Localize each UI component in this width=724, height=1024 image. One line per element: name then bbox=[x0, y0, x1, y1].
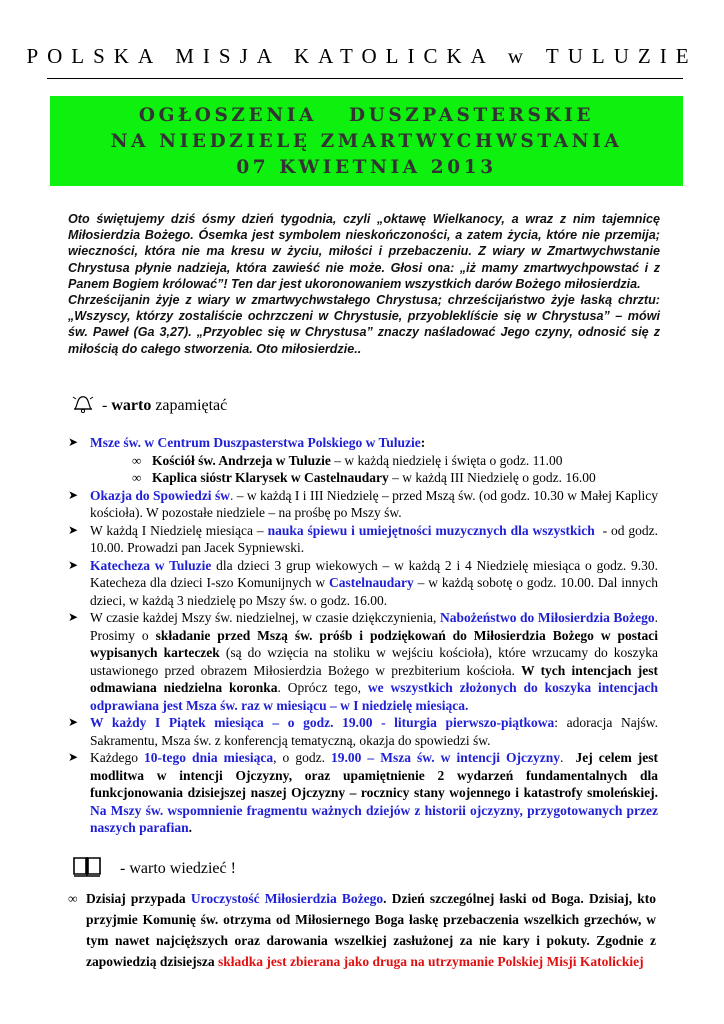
infinity-bullet-icon: ∞ bbox=[132, 452, 142, 468]
singing-title: nauka śpiewu i umiejętności muzycznych dla wszystkich bbox=[267, 522, 595, 538]
list-item-masses bbox=[68, 434, 658, 452]
homeland-text-2: , o godz. bbox=[273, 750, 331, 765]
know-section-heading bbox=[72, 855, 236, 882]
announcement-list bbox=[68, 434, 662, 837]
infinity-bullet-icon: ∞ bbox=[68, 891, 78, 906]
list-item-masses-sub-1 bbox=[68, 452, 658, 470]
homeland-text-1: Każdego bbox=[90, 750, 145, 765]
intro-paragraph-2: Chrześcijanin żyje z wiary w zmartwychwstałego Chrystusa; chrześcijaństwo żyje łaską chrztu: „Wszyscy, którzy zostaliście ochrzczeni w Chrystusie, przyobleklíście się w Chrystusa” – mówi św. Paweł (Ga 3,27). „Przyoblec się w Chrystusa” znaczy naśladować Jego czyny, odnosić się z miłością do całego stworzenia. Oto miłosierdzie.. bbox=[68, 293, 660, 356]
arrow-bullet-icon: ➤ bbox=[68, 715, 79, 729]
church-st-andrew: Kościół św. Andrzeja w Tuluzie bbox=[152, 452, 331, 468]
infinity-bullet-icon: ∞ bbox=[132, 470, 142, 485]
page-header-title: POLSKA MISJA KATOLICKA w TULUZIE bbox=[26, 44, 698, 68]
homeland-bold-1: 10-tego dnia miesiąca bbox=[144, 750, 274, 765]
mercy-bold-1: składanie przed Mszą św. próśb i podziękowań do Miłosierdzia Bożego w postaci wypisanych karteczek bbox=[90, 627, 659, 660]
tail-collection-note: składka jest zbierana jako druga na utrzymanie Polskiej Misji Katolickiej bbox=[217, 954, 644, 969]
catechesis-place: Castelnaudary bbox=[329, 575, 414, 590]
remember-dash: - bbox=[102, 396, 112, 414]
book-icon bbox=[72, 855, 120, 882]
list-item-divine-mercy bbox=[68, 609, 658, 714]
confession-dot: . bbox=[229, 487, 234, 503]
list-item-singing bbox=[68, 522, 662, 557]
catechesis-text-2: – w każdą sobotę o godz. 10.00. Dal innych dzieci, w każdą 3 niedzielę po Mszy św. o godz. 16.00. bbox=[90, 575, 659, 608]
mercy-text-2: . Prosimy o bbox=[90, 610, 659, 643]
banner-line-1: OGŁOSZENIA DUSZPASTERSKIE bbox=[138, 105, 595, 126]
intro-paragraph-1: Oto świętujemy dziś ósmy dzień tygodnia, czyli „oktawę Wielkanocy, a wraz z nim tajemnicę Miłosierdzia Bożego. Ósemka jest symbolem nieskończoności, a zatem życia, które nie przemija; wieczności, która nie ma kresu w życiu, miłości i przebaczeniu. Z wiary w Zmartwychwstanie Chrystusa płynie nadzieja, która zawieść nie może. Głosi ona: „iż mamy zmartwychpowstać i z Panem Bogiem królować”! Ten dar jest ukoronowaniem wszystkich darów Bożego miłosierdzia. bbox=[68, 212, 660, 291]
arrow-bullet-icon: ➤ bbox=[68, 435, 79, 449]
homeland-bold-2: 19.00 – Msza św. w intencji Ojczyzny bbox=[331, 750, 560, 765]
tail-text-1: Dzisiaj przypada bbox=[86, 891, 191, 906]
list-item-catechesis bbox=[68, 557, 658, 610]
homeland-text-3: . bbox=[560, 750, 576, 765]
first-friday-text: : adoracja Najśw. Sakramentu, Msza św. z konferencją tematyczną, okazja do spowiedzi św. bbox=[90, 715, 658, 748]
arrow-bullet-icon: ➤ bbox=[68, 750, 79, 764]
tail-feast-name: Uroczystość Miłosierdzia Bożego bbox=[190, 891, 384, 906]
singing-pre: W każdą I Niedzielę miesiąca – bbox=[90, 522, 268, 538]
bell-icon bbox=[72, 393, 102, 418]
arrow-bullet-icon: ➤ bbox=[68, 610, 79, 624]
chapel-clarisses-time: – w każdą III Niedzielę o godz. 16.00 bbox=[388, 470, 596, 485]
list-item-confession bbox=[68, 487, 658, 522]
today-feast-paragraph bbox=[68, 888, 656, 972]
arrow-bullet-icon: ➤ bbox=[68, 522, 79, 537]
know-heading-text: - warto wiedzieć ! bbox=[120, 859, 236, 877]
mercy-text-4: . Oprócz tego, bbox=[277, 680, 368, 695]
mercy-bold-2: W tych intencjach jest odmawiana niedzielna koronka bbox=[90, 662, 658, 695]
homeland-end: . bbox=[188, 820, 193, 835]
list-item-first-friday bbox=[68, 714, 658, 749]
first-friday-title: W każdy I Piątek miesiąca – o godz. 19.00 - liturgia pierwszo-piątkowa bbox=[90, 715, 555, 730]
tail-text-2: . Dzień szczególnej łaski od Boga. Dzisiaj, kto przyjmie Komunię św. otrzyma od Miłosiernego Boga łaskę przebaczenia wszelkich grzechów, w tym nawet najcięższych oraz darowania wszelkiej zasłużonej za nie kary i pokuty. Zgodnie z zapowiedzią dzisiejsza bbox=[86, 891, 657, 969]
header-divider bbox=[47, 78, 683, 79]
arrow-bullet-icon: ➤ bbox=[68, 487, 79, 502]
church-st-andrew-time: – w każdą niedzielę i święta o godz. 11.00 bbox=[330, 452, 563, 468]
list-item-masses-sub-2 bbox=[68, 469, 658, 487]
catechesis-title: Katecheza w Tuluzie bbox=[90, 557, 212, 573]
remember-section-heading bbox=[72, 393, 227, 418]
announcement-banner bbox=[50, 96, 683, 186]
catechesis-text-1: dla dzieci 3 grup wiekowych – w każdą 2 i 4 Niedzielę miesiąca o godz. 9.30. Katecheza dla dzieci I-szo Komunijnych w bbox=[90, 557, 659, 590]
confession-text: – w każdą I i III Niedzielę – przed Mszą św. (od godz. 10.30 w Małej Kaplicy kościoła). W pozostałe niedziele – na prośbę po Mszy św. bbox=[90, 487, 658, 520]
arrow-bullet-icon: ➤ bbox=[68, 557, 79, 572]
remember-bold: warto bbox=[111, 396, 152, 414]
singing-post: - od godz. 10.00. Prowadzi pan Jacek Sypniewski. bbox=[90, 522, 662, 555]
homeland-blue: Na Mszy św. wspomnienie fragmentu ważnych dziejów z historii ojczyzny, przygotowanych przez naszych parafian bbox=[90, 802, 658, 835]
remember-rest: zapamiętać bbox=[151, 396, 228, 414]
mercy-text-3: (są do wzięcia na stoliku w wejściu kościoła), które wrzucamy do koszyka ustawionego przed obrazem Miłosierdzia Bożego w prezbiterium kościoła. bbox=[90, 645, 658, 678]
chapel-clarisses: Kaplica sióstr Klarysek w Castelnaudary bbox=[152, 470, 389, 485]
confession-title: Okazja do Spowiedzi św bbox=[90, 487, 230, 503]
masses-colon: : bbox=[420, 435, 426, 450]
list-item-homeland bbox=[68, 749, 658, 837]
mercy-devotion: Nabożeństwo do Miłosierdzia Bożego bbox=[439, 610, 655, 625]
banner-line-2: NA NIEDZIELĘ ZMARTWYCHWSTANIA bbox=[110, 131, 623, 152]
intro-text bbox=[68, 211, 660, 357]
homeland-bold-3: Jej celem jest modlitwa w intencji Ojczyzny, oraz upamiętnienie 2 wydarzeń fundamentalnych dla funkcjonowania dzisiejszej naszej Ojczyzny – rocznicy stany wojennego i katastrofy smoleńskiej. bbox=[90, 750, 659, 800]
masses-title: Msze św. w Centrum Duszpasterstwa Polskiego w Tuluzie bbox=[90, 435, 421, 450]
banner-line-3: 07 KWIETNIA 2013 bbox=[236, 157, 497, 178]
mercy-text-1: W czasie każdej Mszy św. niedzielnej, w czasie dziękczynienia, bbox=[90, 610, 440, 625]
mercy-blue-2: we wszystkich złożonych do koszyka intencjach odprawiana jest Msza św. raz w miesiącu – w I niedzielę miesiąca. bbox=[90, 680, 658, 713]
